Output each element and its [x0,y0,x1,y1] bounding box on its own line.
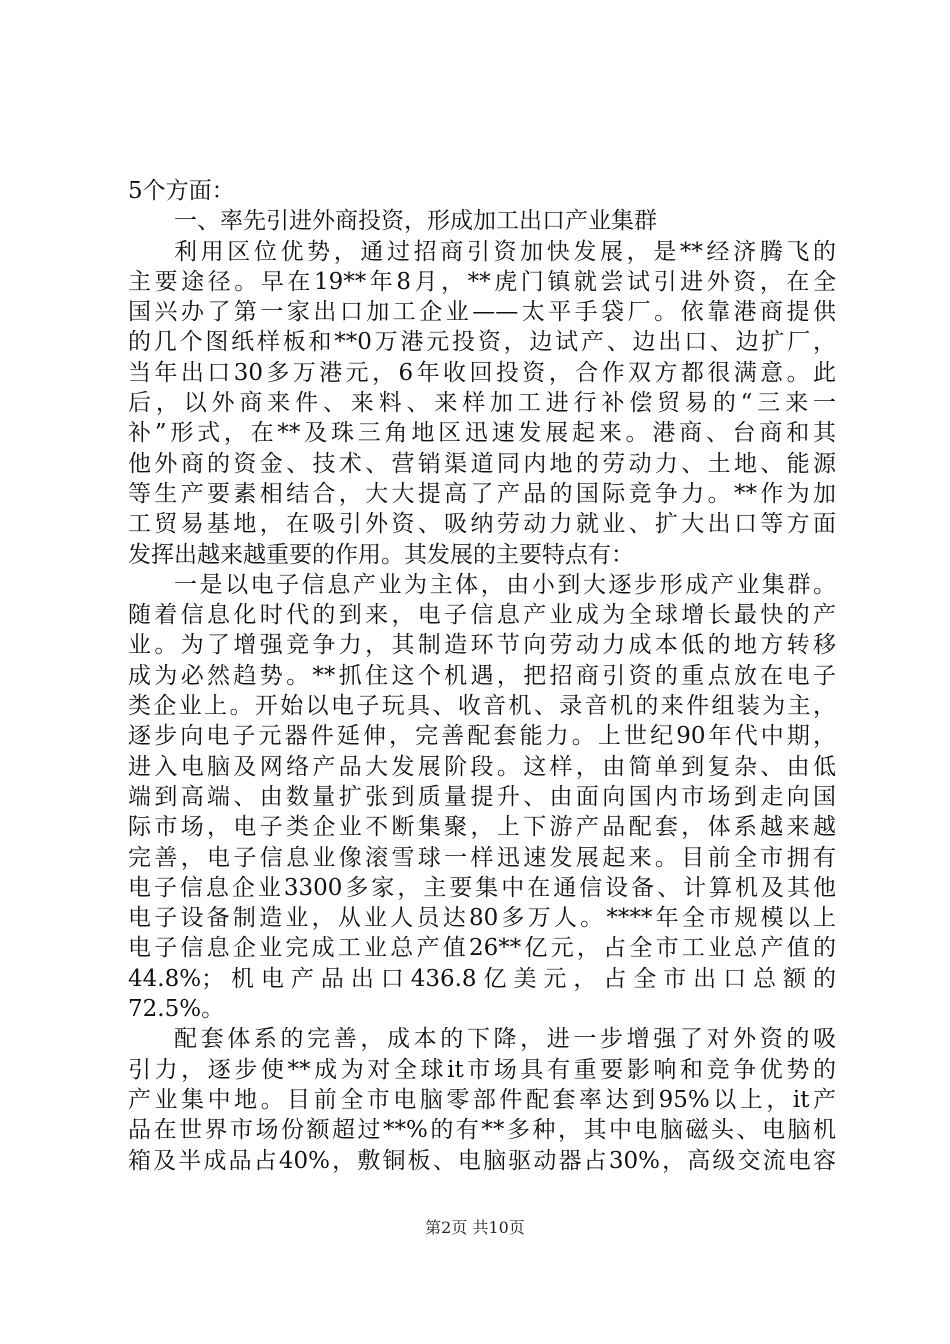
text-line: 44.8%；机电产品出口436.8亿美元，占全市出口总额的 [128,965,836,992]
document-body [128,176,836,1176]
text-line: 电子信息企业3300多家，主要集中在通信设备、计算机及其他 [128,874,836,901]
text-line: 产业集中地。目前全市电脑零部件配套率达到95%以上，it产 [128,1086,836,1113]
text-line: 配套体系的完善，成本的下降，进一步增强了对外资的吸 [174,1026,836,1053]
text-line: 品在世界市场份额超过**%的有**多种，其中电脑磁头、电脑机 [128,1117,836,1144]
text-line: 一、率先引进外商投资，形成加工出口产业集群 [174,208,657,235]
text-line: 利用区位优势，通过招商引资加快发展，是**经济腾飞的 [174,238,836,265]
text-line: 72.5%。 [128,996,225,1023]
text-line: 等生产要素相结合，大大提高了产品的国际竞争力。**作为加 [128,480,836,507]
text-line: 逐步向电子元器件延伸，完善配套能力。上世纪90年代中期， [128,723,836,750]
text-line: 主要途径。早在19**年8月，**虎门镇就尝试引进外资，在全 [128,268,836,295]
text-line: 进入电脑及网络产品大发展阶段。这样，由简单到复杂、由低 [128,753,836,780]
text-line: 际市场，电子类企业不断集聚，上下游产品配套，体系越来越 [128,814,836,841]
text-line: 他外商的资金、技术、营销渠道同内地的劳动力、土地、能源 [128,450,836,477]
text-line: 补”形式，在**及珠三角地区迅速发展起来。港商、台商和其 [128,420,836,447]
text-line: 当年出口30多万港元，6年收回投资，合作双方都很满意。此 [128,359,836,386]
text-line: 5个方面： [128,178,235,204]
text-line: 引力，逐步使**成为对全球it市场具有重要影响和竞争优势的 [128,1056,836,1083]
text-line: 电子信息企业完成工业总产值26**亿元，占全市工业总产值的 [128,935,836,962]
text-line: 国兴办了第一家出口加工企业——太平手袋厂。依靠港商提供 [128,299,836,326]
text-line: 后，以外商来件、来料、来样加工进行补偿贸易的“三来一 [128,390,836,417]
text-line: 电子设备制造业，从业人员达80多万人。****年全市规模以上 [128,905,836,932]
page-footer: 第2页 共10页 [425,1218,525,1237]
text-line: 类企业上。开始以电子玩具、收音机、录音机的来件组装为主， [128,693,836,720]
text-line: 成为必然趋势。**抓住这个机遇，把招商引资的重点放在电子 [128,662,836,689]
text-line: 一是以电子信息产业为主体，由小到大逐步形成产业集群。 [174,571,836,598]
text-line: 端到高端、由数量扩张到质量提升、由面向国内市场到走向国 [128,783,836,810]
text-line: 完善，电子信息业像滚雪球一样迅速发展起来。目前全市拥有 [128,844,836,871]
text-line: 箱及半成品占40%，敷铜板、电脑驱动器占30%，高级交流电容 [128,1147,836,1174]
text-line: 的几个图纸样板和**0万港元投资，边试产、边出口、边扩厂， [128,329,836,356]
text-line: 工贸易基地，在吸引外资、吸纳劳动力就业、扩大出口等方面 [128,511,836,538]
text-line: 随着信息化时代的到来，电子信息产业成为全球增长最快的产 [128,602,836,629]
text-line: 发挥出越来越重要的作用。其发展的主要特点有： [128,541,634,568]
text-line: 业。为了增强竞争力，其制造环节向劳动力成本低的地方转移 [128,632,836,659]
